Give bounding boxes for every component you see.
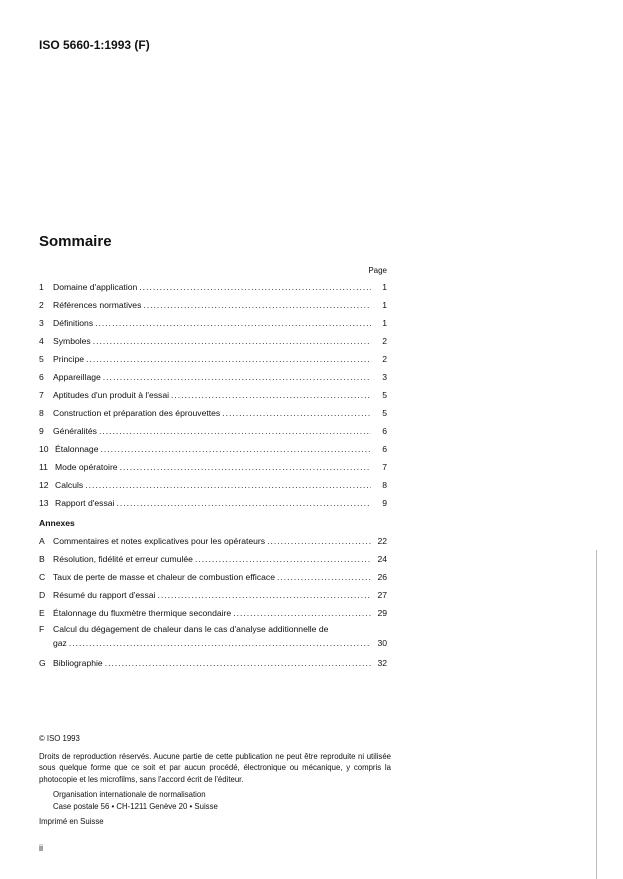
dot-leader [195, 550, 371, 568]
toc-entry [39, 422, 387, 440]
toc-entry-page: 29 [377, 608, 387, 618]
toc-entry-number: 3 [39, 318, 44, 328]
scan-edge-line [596, 550, 597, 879]
dot-leader [105, 654, 371, 672]
annex-entry [39, 550, 387, 568]
toc-entry-title: Résolution, fidélité et erreur cumulée [53, 554, 193, 564]
toc-entry-title: Appareillage [53, 372, 101, 382]
dot-leader [157, 586, 371, 604]
dot-leader [277, 568, 371, 586]
toc-entry-number: 5 [39, 354, 44, 364]
toc-entry-title: Généralités [53, 426, 97, 436]
toc-entry-title: Aptitudes d'un produit à l'essai [53, 390, 170, 400]
dot-leader [267, 532, 371, 550]
toc-entry-number: 4 [39, 336, 44, 346]
rights-notice: Droits de reproduction réservés. Aucune partie de cette publication ne peut être reproduite ni utilisée sous quelque forme que ce soit et par aucun procédé, électronique ou mécanique, y compris la photocopie et les microfilms, sans l'accord écrit de l'éditeur. [39, 751, 391, 784]
toc-entry [39, 386, 387, 404]
dot-leader [233, 604, 371, 622]
toc-entry-title: Mode opératoire [55, 462, 118, 472]
toc-entry-title: Symboles [53, 336, 91, 346]
toc-entry-number: E [39, 608, 45, 618]
toc-entry-number: 2 [39, 300, 44, 310]
toc-entry-number: B [39, 554, 45, 564]
dot-leader [120, 458, 371, 476]
organization-name: Organisation internationale de normalisation [53, 790, 206, 799]
toc-entry-number: 6 [39, 372, 44, 382]
toc-entry-title: Principe [53, 354, 85, 364]
toc-entry-number: 13 [39, 498, 49, 508]
toc-entry-number: 11 [39, 462, 48, 472]
annex-letter: F [39, 624, 45, 634]
toc-entry [39, 458, 387, 476]
toc-entry-page: 5 [382, 390, 387, 400]
toc-entry-title: Références normatives [53, 300, 142, 310]
toc-entry [39, 350, 387, 368]
toc-entry-number: D [39, 590, 46, 600]
annex-entry [39, 622, 387, 654]
annex-title-line1: Calcul du dégagement de chaleur dans le cas d'analyse additionnelle de [53, 624, 329, 634]
toc-entry-page: 1 [382, 318, 387, 328]
page-column-label: Page [368, 266, 387, 275]
toc-entry-title: Taux de perte de masse et chaleur de combustion efficace [53, 572, 275, 582]
toc-entry [39, 368, 387, 386]
dot-leader [222, 404, 371, 422]
toc-entry-page: 6 [382, 444, 387, 454]
toc-entry-title: Construction et préparation des éprouvettes [53, 408, 221, 418]
dot-leader [116, 494, 371, 512]
copyright-line: © ISO 1993 [39, 734, 80, 743]
dot-leader [86, 350, 371, 368]
toc-entry [39, 296, 387, 314]
toc-entry-number: 10 [39, 444, 49, 454]
toc-entry-page: 1 [382, 282, 387, 292]
toc-entry-title: Rapport d'essai [55, 498, 115, 508]
toc-entry-number: 9 [39, 426, 44, 436]
toc-entry-page: 9 [382, 498, 387, 508]
toc-entry-number: 7 [39, 390, 44, 400]
organization-address: Case postale 56 • CH-1211 Genève 20 • Suisse [53, 801, 218, 811]
toc-entry-page: 1 [382, 300, 387, 310]
toc-entry-page: 27 [377, 590, 387, 600]
dot-leader [95, 314, 371, 332]
toc-entry-page: 2 [382, 336, 387, 346]
annex-title-line2: gaz [53, 638, 67, 648]
toc-entry [39, 440, 387, 458]
toc-entry-title: Calculs [55, 480, 84, 490]
toc-entry-page: 22 [377, 536, 387, 546]
annex-entry [39, 604, 387, 622]
toc-entry-page: 2 [382, 354, 387, 364]
page-number: ii [39, 843, 43, 853]
annex-entry [39, 532, 387, 550]
dot-leader [93, 332, 371, 350]
toc-entry-title: Bibliographie [53, 658, 103, 668]
toc-entry [39, 404, 387, 422]
toc-entry-number: 1 [39, 282, 44, 292]
dot-leader [171, 386, 371, 404]
table-of-contents [39, 278, 387, 672]
toc-entry-number: 12 [39, 480, 49, 490]
dot-leader [103, 368, 371, 386]
toc-entry-title: Résumé du rapport d'essai [53, 590, 156, 600]
document-id: ISO 5660-1:1993 (F) [39, 38, 150, 52]
toc-entry [39, 278, 387, 296]
toc-title: Sommaire [39, 233, 112, 250]
toc-entry-page: 26 [377, 572, 387, 582]
toc-entry-page: 3 [382, 372, 387, 382]
dot-leader [85, 476, 371, 494]
printed-in: Imprimé en Suisse [39, 817, 104, 826]
copyright-block [39, 733, 391, 828]
toc-entry-page: 32 [377, 658, 387, 668]
toc-entry-title: Étalonnage du fluxmètre thermique secondaire [53, 608, 232, 618]
annexes-heading: Annexes [39, 518, 75, 528]
toc-entry-number: C [39, 572, 46, 582]
toc-entry [39, 332, 387, 350]
dot-leader [101, 440, 372, 458]
dot-leader [139, 278, 371, 296]
toc-entry-page: 6 [382, 426, 387, 436]
dot-leader [143, 296, 371, 314]
dot-leader [99, 422, 371, 440]
annex-entry [39, 654, 387, 672]
toc-entry [39, 314, 387, 332]
toc-entry-title: Définitions [53, 318, 94, 328]
toc-entry-number: G [39, 658, 46, 668]
toc-entry-page: 24 [377, 554, 387, 564]
annex-entry [39, 586, 387, 604]
toc-entry-page: 5 [382, 408, 387, 418]
toc-entry-page: 7 [382, 462, 387, 472]
toc-entry-number: 8 [39, 408, 44, 418]
toc-entry-title: Domaine d'application [53, 282, 138, 292]
toc-entry-page: 8 [382, 480, 387, 490]
toc-entry [39, 476, 387, 494]
toc-entry [39, 494, 387, 512]
annex-page: 30 [377, 638, 387, 648]
toc-entry-title: Commentaires et notes explicatives pour les opérateurs [53, 536, 266, 546]
toc-entry-number: A [39, 536, 45, 546]
annex-entry [39, 568, 387, 586]
toc-entry-title: Étalonnage [55, 444, 99, 454]
dot-leader [69, 636, 371, 650]
